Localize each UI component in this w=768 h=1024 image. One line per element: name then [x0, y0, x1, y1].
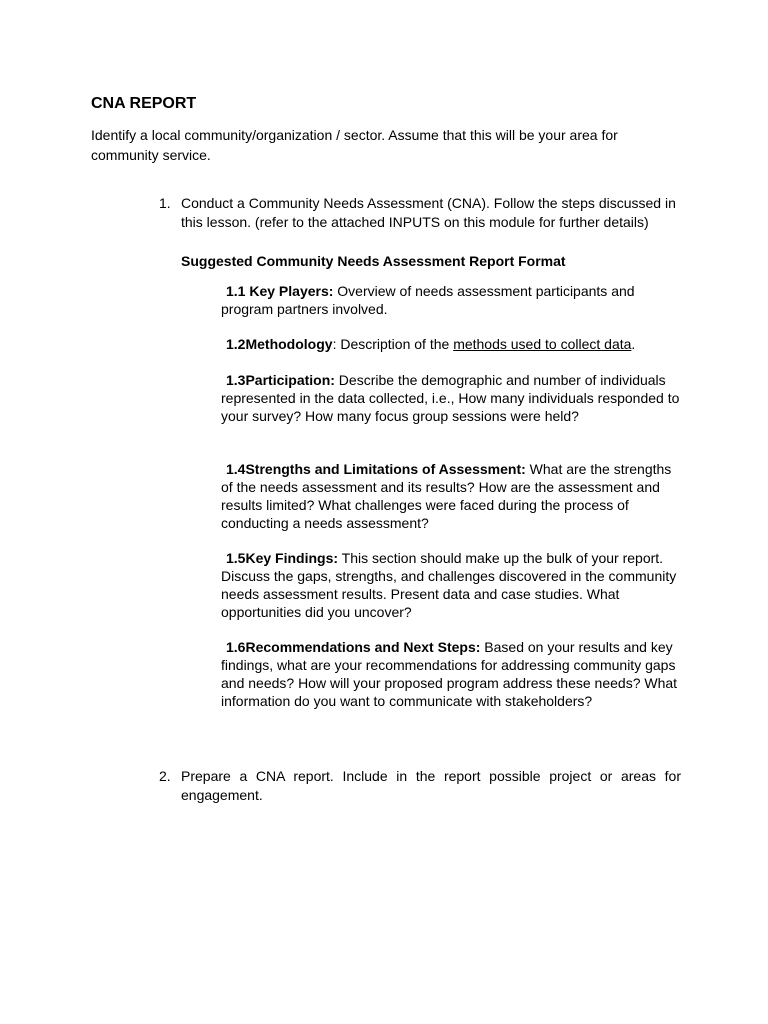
section-1-6-label: 1.6Recommendations and Next Steps:: [226, 639, 481, 655]
section-1-4-label: 1.4Strengths and Limitations of Assessment:: [226, 461, 526, 477]
section-1-6: [221, 638, 683, 710]
section-1-1-label: 1.1 Key Players:: [226, 283, 334, 299]
section-1-4: [221, 460, 683, 532]
list-item-2-text: Prepare a CNA report. Include in the report possible project or areas for engagement.: [181, 768, 681, 803]
section-1-2-text-before: : Description of the: [332, 336, 454, 352]
section-1-3-text: Describe the demographic and number of individuals represented in the data collected, i.e., How many individuals responded to your survey? How many focus group sessions were held?: [221, 372, 680, 424]
section-1-2: [221, 335, 683, 353]
section-1-5-text: This section should make up the bulk of your report. Discuss the gaps, strengths, and challenges discovered in the community needs assessment results. Present data and case studies. What opportunities did you uncover?: [221, 550, 677, 620]
format-heading: Suggested Community Needs Assessment Report Format: [181, 253, 566, 269]
list-item-1-text: Conduct a Community Needs Assessment (CNA). Follow the steps discussed in this lesson. (refer to the attached INPUTS on this module for further details): [181, 195, 676, 230]
section-1-5: [221, 549, 683, 621]
list-item-2-number: 2.: [159, 768, 171, 784]
section-1-2-text-after: .: [631, 336, 636, 352]
section-1-2-label: 1.2Methodology: [226, 336, 333, 352]
section-1-6-text: Based on your results and key findings, what are your recommendations for addressing community gaps and needs? How will your proposed program address these needs? What information do you want to communicate with stakeholders?: [221, 639, 678, 709]
section-1-3: [221, 371, 683, 425]
section-1-3-label: 1.3Participation:: [226, 372, 335, 388]
section-1-1-text: Overview of needs assessment participants and program partners involved.: [221, 283, 635, 317]
list-item-1-number: 1.: [159, 195, 171, 211]
methods-link[interactable]: methods used to collect data: [453, 336, 632, 352]
section-1-5-label: 1.5Key Findings:: [226, 550, 339, 566]
document-title: CNA REPORT: [91, 95, 197, 112]
intro-paragraph: Identify a local community/organization / sector. Assume that this will be your area for community service.: [91, 127, 618, 163]
section-1-1: [221, 282, 683, 318]
section-1-4-text: What are the strengths of the needs assessment and its results? How are the assessment and results limited? What challenges were faced during the process of conducting a needs assessment?: [221, 461, 672, 531]
